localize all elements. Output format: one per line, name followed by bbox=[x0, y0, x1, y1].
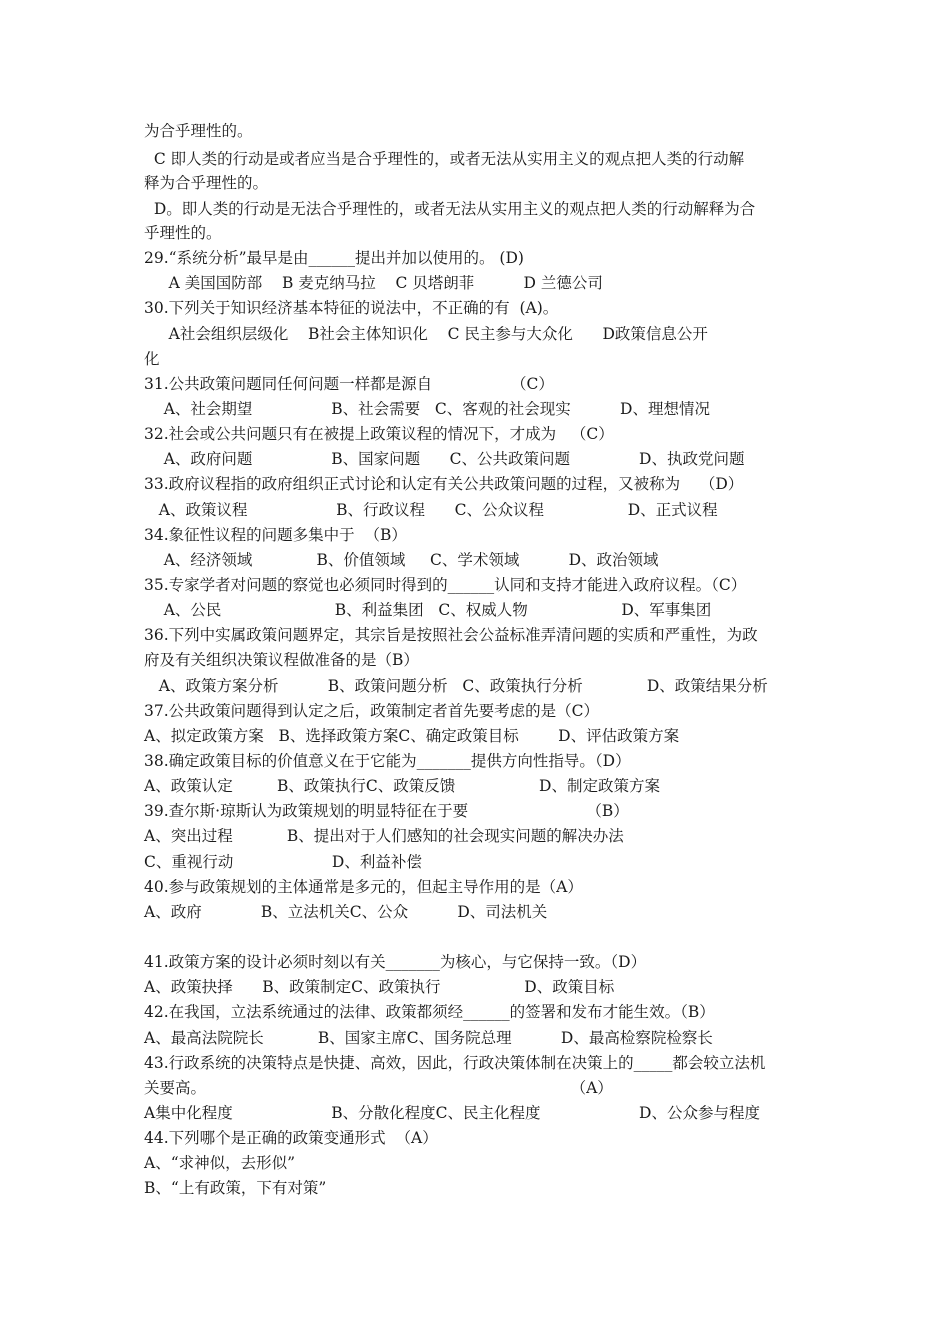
question-34: 34.象征性议程的问题多集中于 （B） bbox=[144, 526, 407, 544]
options-31: A、社会期望 B、社会需要 C、客观的社会现实 D、理想情况 bbox=[144, 400, 710, 418]
options-40: A、政府 B、立法机关C、公众 D、司法机关 bbox=[144, 903, 548, 921]
options-41: A、政策抉择 B、政策制定C、政策执行 D、政策目标 bbox=[144, 978, 615, 996]
question-41: 41.政策方案的设计必须时刻以有关_______为核心，与它保持一致。（D） bbox=[144, 953, 647, 971]
options-32: A、政府问题 B、国家问题 C、公共政策问题 D、执政党问题 bbox=[144, 450, 745, 468]
text-line: 化 bbox=[144, 350, 160, 368]
options-42: A、最高法院院长 B、国家主席C、国务院总理 D、最高检察院检察长 bbox=[144, 1029, 713, 1047]
question-31: 31.公共政策问题同任何问题一样都是源自 （C） bbox=[144, 375, 554, 393]
question-43: 43.行政系统的决策特点是快捷、高效，因此，行政决策体制在决策上的_____都会较立法机 bbox=[144, 1054, 766, 1072]
question-29: 29.“系统分析”最早是由______提出并加以使用的。 (D) bbox=[144, 249, 524, 267]
question-36: 36.下列中实属政策问题界定，其宗旨是按照社会公益标准弄清问题的实质和严重性，为政 bbox=[144, 626, 758, 644]
options-29: A 美国国防部 B 麦克纳马拉 C 贝塔朗菲 D 兰德公司 bbox=[144, 274, 603, 292]
options-43: A集中化程度 B、分散化程度C、民主化程度 D、公众参与程度 bbox=[144, 1104, 760, 1122]
options-39: C、重视行动 D、利益补偿 bbox=[144, 853, 422, 871]
text-line: 释为合乎理性的。 bbox=[144, 174, 269, 192]
option-44b: B、“上有政策，下有对策” bbox=[144, 1179, 327, 1197]
question-44: 44.下列哪个是正确的政策变通形式 （A） bbox=[144, 1129, 438, 1147]
question-38: 38.确定政策目标的价值意义在于它能为_______提供方向性指导。（D） bbox=[144, 752, 631, 770]
options-35: A、公民 B、利益集团 C、权威人物 D、军事集团 bbox=[144, 601, 712, 619]
text-line: 乎理性的。 bbox=[144, 224, 222, 242]
text-line: 关要高。 （A） bbox=[144, 1079, 613, 1097]
text-line: D。即人类的行动是无法合乎理性的，或者无法从实用主义的观点把人类的行动解释为合 bbox=[144, 200, 756, 218]
question-32: 32.社会或公共问题只有在被提上政策议程的情况下，才成为 （C） bbox=[144, 425, 614, 443]
options-34: A、经济领域 B、价值领域 C、学术领域 D、政治领域 bbox=[144, 551, 659, 569]
options-30: A社会组织层级化 B社会主体知识化 C 民主参与大众化 D政策信息公开 bbox=[144, 325, 708, 343]
question-37: 37.公共政策问题得到认定之后，政策制定者首先要考虑的是（C） bbox=[144, 702, 600, 720]
option-44a: A、“求神似，去形似” bbox=[144, 1154, 296, 1172]
question-33: 33.政府议程指的政府组织正式讨论和认定有关公共政策问题的过程，又被称为 （D） bbox=[144, 475, 744, 493]
question-42: 42.在我国，立法系统通过的法律、政策都须经______的签署和发布才能生效。（B） bbox=[144, 1003, 715, 1021]
question-39: 39.查尔斯·琼斯认为政策规划的明显特征在于要 （B） bbox=[144, 802, 629, 820]
question-35: 35.专家学者对问题的察觉也必须同时得到的______认同和支持才能进入政府议程。（C） bbox=[144, 576, 747, 594]
options-33: A、政策议程 B、行政议程 C、公众议程 D、正式议程 bbox=[144, 501, 718, 519]
options-38: A、政策认定 B、政策执行C、政策反馈 D、制定政策方案 bbox=[144, 777, 660, 795]
text-line: 为合乎理性的。 bbox=[144, 122, 253, 140]
question-30: 30.下列关于知识经济基本特征的说法中，不正确的有 (A)。 bbox=[144, 299, 559, 317]
text-line: 府及有关组织决策议程做准备的是（B） bbox=[144, 651, 419, 669]
options-36: A、政策方案分析 B、政策问题分析 C、政策执行分析 D、政策结果分析 bbox=[144, 677, 768, 695]
question-40: 40.参与政策规划的主体通常是多元的，但起主导作用的是（A） bbox=[144, 878, 583, 896]
options-39: A、突出过程 B、提出对于人们感知的社会现实问题的解决办法 bbox=[144, 827, 624, 845]
options-37: A、拟定政策方案 B、选择政策方案C、确定政策目标 D、评估政策方案 bbox=[144, 727, 680, 745]
text-line: C 即人类的行动是或者应当是合乎理性的，或者无法从实用主义的观点把人类的行动解 bbox=[144, 150, 745, 168]
